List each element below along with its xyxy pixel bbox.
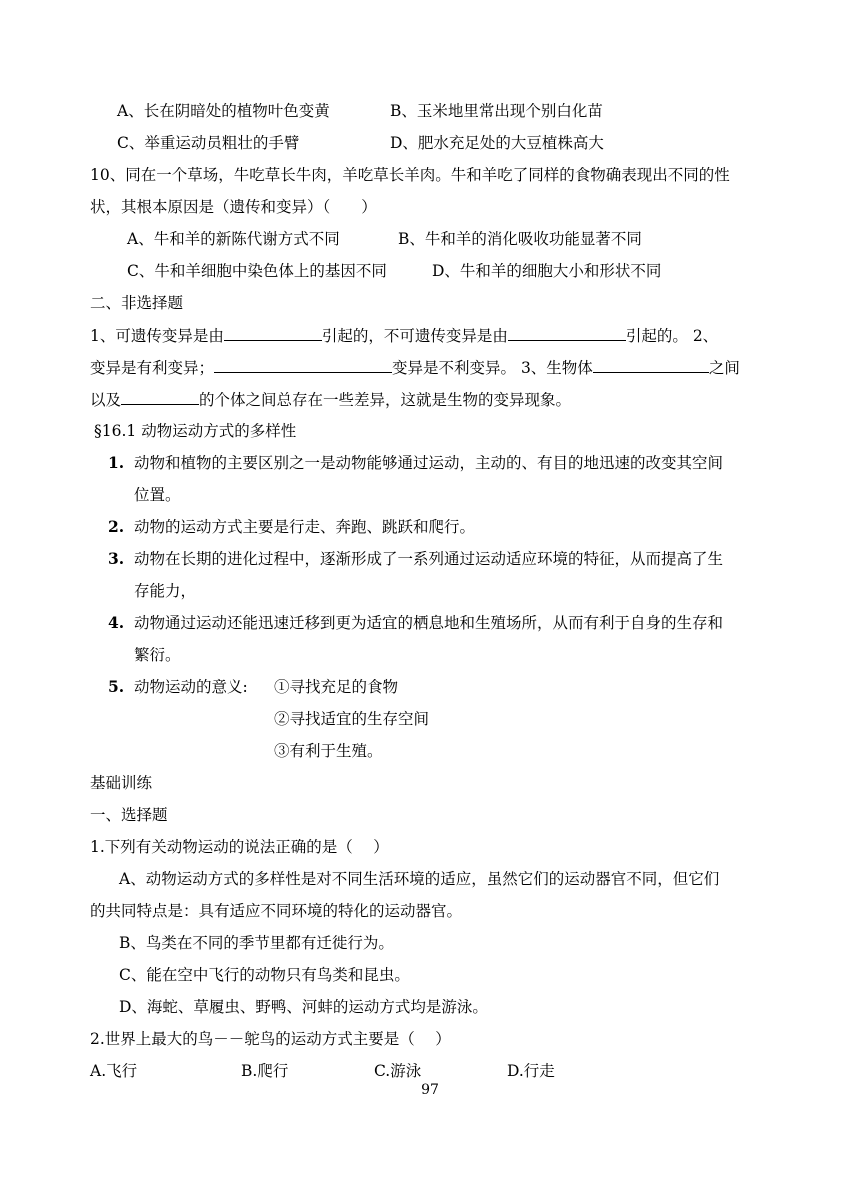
q9-option-b: B、玉米地里常出现个别白化苗 (390, 102, 603, 120)
point-text: 动物的运动方式主要是行走、奔跑、跳跃和爬行。 (134, 518, 476, 536)
point-1-line1 (108, 452, 723, 474)
fill-text: 的个体之间总存在一些差异，这就是生物的变异现象。 (199, 391, 572, 409)
answer-blank (224, 324, 322, 341)
fill-text: 变异是有利变异； (90, 359, 215, 377)
mq2-option-a: A.飞行 (90, 1062, 138, 1080)
mq1-option-c: C、能在空中飞行的动物只有鸟类和昆虫。 (119, 966, 410, 984)
answer-blank (121, 388, 199, 405)
mq1-option-a-line2: 的共同特点是：具有适应不同环境的特化的运动器官。 (90, 902, 463, 920)
mq1-option-b: B、鸟类在不同的季节里都有迁徙行为。 (119, 934, 394, 952)
fill-text: 引起的，不可遗传变异是由 (321, 327, 508, 345)
mq2-option-c: C.游泳 (374, 1062, 422, 1080)
q9-option-c: C、举重运动员粗壮的手臂 (117, 134, 300, 152)
mq1-option-a-line1: A、动物运动方式的多样性是对不同生活环境的适应，虽然它们的运动器官不同，但它们 (119, 870, 720, 888)
point-number: 4. (108, 613, 125, 632)
point-3-line1 (108, 548, 723, 570)
point-5-meaning-2: ②寻找适宜的生存空间 (274, 710, 430, 728)
point-text: 动物通过运动还能迅速迁移到更为适宜的栖息地和生殖场所，从而有利于自身的生存和 (134, 614, 724, 632)
point-number: 1. (108, 453, 125, 472)
point-number: 2. (108, 517, 125, 536)
point-number: 3. (108, 549, 125, 568)
point-5-line1 (108, 676, 248, 698)
point-text: 动物运动的意义: (134, 678, 248, 696)
q10-option-d: D、牛和羊的细胞大小和形状不同 (432, 262, 662, 280)
point-4-line1 (108, 612, 723, 634)
answer-blank (214, 356, 392, 373)
point-3-line2: 存能力， (134, 582, 197, 600)
point-number: 5. (108, 677, 125, 696)
fill-text: 1、可遗传变异是由 (90, 327, 224, 345)
fill-line-2 (90, 356, 740, 379)
training-title: 基础训练 (90, 774, 153, 792)
point-5-meaning-1: ①寻找充足的食物 (274, 678, 399, 696)
mq2-stem: 2.世界上最大的鸟－－鸵鸟的运动方式主要是（ ） (90, 1030, 451, 1048)
q10-stem-line1: 10、同在一个草场，牛吃草长牛肉，羊吃草长羊肉。牛和羊吃了同样的食物确表现出不同的性 (90, 166, 730, 184)
point-1-line2: 位置。 (134, 486, 181, 504)
point-5-meaning-3: ③有利于生殖。 (274, 742, 383, 760)
fill-text: 引起的。 2、 (625, 327, 719, 345)
section-1-title: 一、选择题 (90, 806, 168, 824)
fill-text: 变异是不利变异。 3、生物体 (392, 359, 593, 377)
q10-option-c: C、牛和羊细胞中染色体上的基因不同 (127, 262, 387, 280)
point-2-line1 (108, 516, 475, 538)
point-4-line2: 繁衍。 (134, 646, 181, 664)
page-number: 97 (421, 1082, 439, 1098)
answer-blank (593, 356, 709, 373)
q9-option-a: A、长在阴暗处的植物叶色变黄 (117, 102, 330, 120)
q10-option-b: B、牛和羊的消化吸收功能显著不同 (398, 230, 642, 248)
q10-option-a: A、牛和羊的新陈代谢方式不同 (127, 230, 340, 248)
section-2-title: 二、非选择题 (90, 294, 184, 312)
mq2-option-b: B.爬行 (241, 1062, 289, 1080)
point-text: 动物和植物的主要区别之一是动物能够通过运动，主动的、有目的地迅速的改变其空间 (134, 454, 724, 472)
fill-text: 之间 (708, 359, 740, 377)
section-heading: §16.1 动物运动方式的多样性 (94, 422, 297, 440)
mq2-option-d: D.行走 (507, 1062, 555, 1080)
point-text: 动物在长期的进化过程中，逐渐形成了一系列通过运动适应环境的特征，从而提高了生 (134, 550, 724, 568)
fill-line-1 (90, 324, 718, 347)
answer-blank (508, 324, 626, 341)
mq1-stem: 1.下列有关动物运动的说法正确的是（ ） (90, 838, 389, 856)
q10-stem-line2: 状，其根本原因是（遗传和变异）（ ） (90, 198, 377, 216)
mq1-option-d: D、海蛇、草履虫、野鸭、河蚌的运动方式均是游泳。 (119, 998, 488, 1016)
fill-line-3 (90, 388, 571, 411)
fill-text: 以及 (90, 391, 122, 409)
q9-option-d: D、肥水充足处的大豆植株高大 (390, 134, 604, 152)
